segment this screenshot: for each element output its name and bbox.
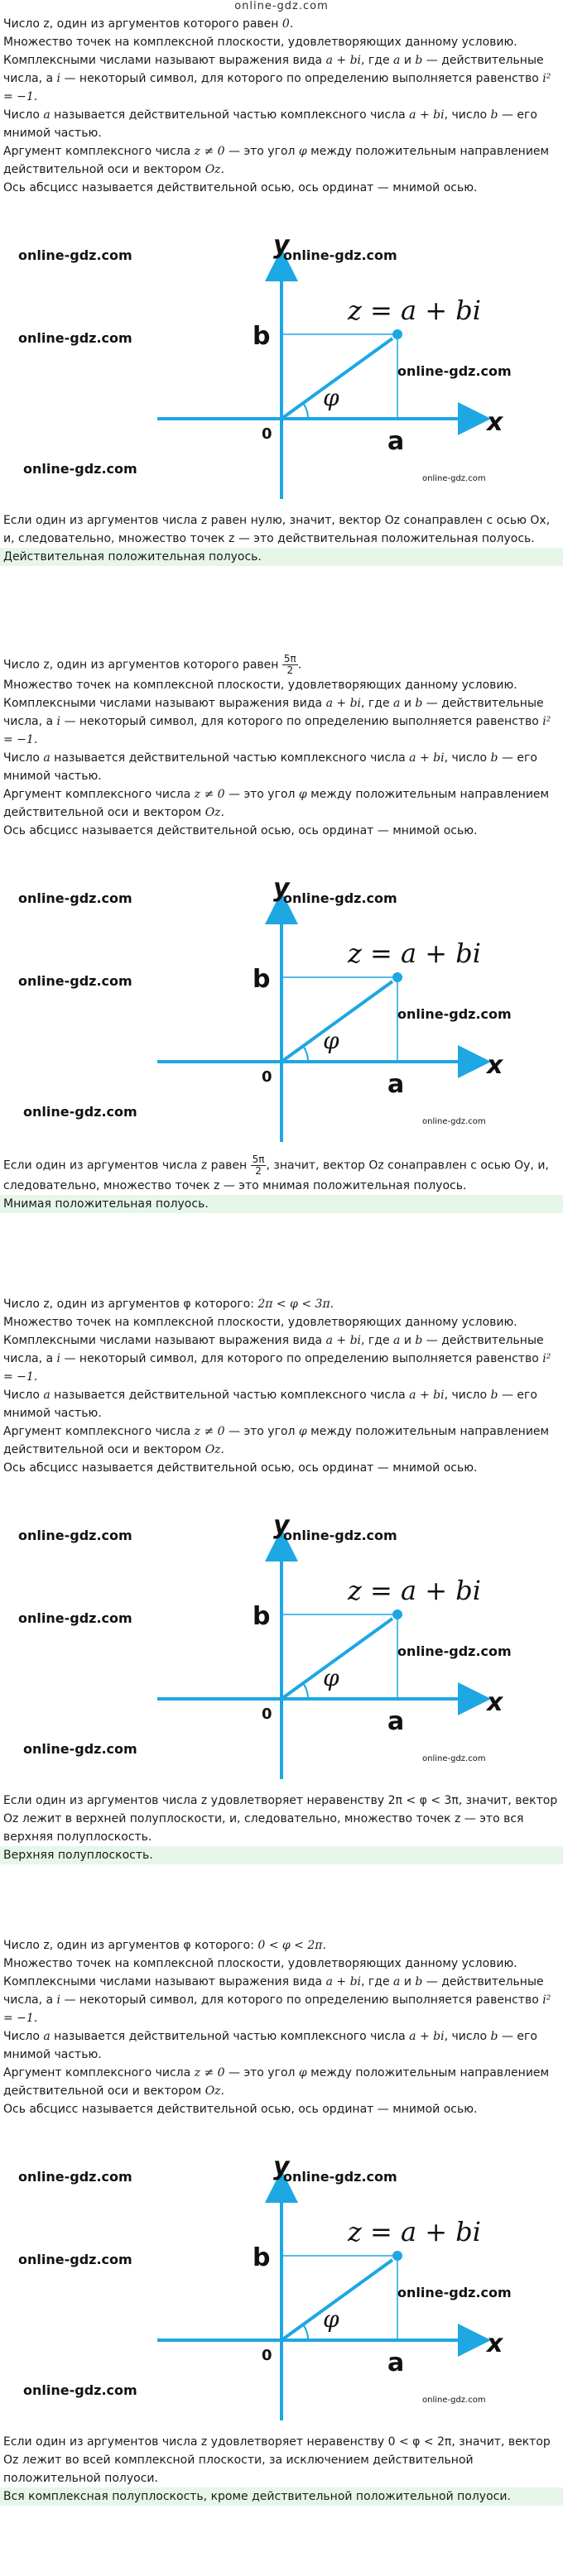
label-phi: φ (323, 1664, 339, 1691)
watermark: online-gdz.com (283, 2169, 397, 2185)
watermark: online-gdz.com (422, 2396, 486, 2405)
solution-text: Если один из аргументов числа z удовлетворяет неравенству 2π < φ < 3π, значит, вектор Oz лежит в верхней полуплоскости, и, следовательно, множество точек z — это вся верхняя полуплоскость. (3, 1794, 558, 1844)
watermark: online-gdz.com (283, 1528, 397, 1543)
watermark: online-gdz.com (23, 1741, 137, 1757)
complex-plane-figure (0, 840, 563, 1154)
solution-section (0, 1295, 563, 1864)
label-phi: φ (323, 384, 339, 411)
label-z: z = a + bi (348, 938, 481, 969)
label-b: b (253, 322, 271, 351)
label-b: b (253, 965, 271, 994)
theory-axes: Ось абсцисс называется действительной осью, ось ординат — мнимой осью. (3, 824, 478, 837)
watermark: online-gdz.com (18, 330, 132, 346)
label-y: y (273, 231, 290, 260)
label-x: x (487, 1688, 503, 1717)
theory-axes: Ось абсцисс называется действительной осью, ось ординат — мнимой осью. (3, 1461, 478, 1475)
solution-section (0, 654, 563, 1213)
watermark: online-gdz.com (422, 474, 486, 483)
label-origin: 0 (262, 1705, 272, 1723)
angle-arc (303, 403, 308, 419)
point-z (392, 2251, 402, 2261)
watermark: online-gdz.com (422, 1117, 486, 1126)
watermark: online-gdz.com (18, 247, 132, 263)
theory-axes: Ось абсцисс называется действительной осью, ось ординат — мнимой осью. (3, 181, 478, 194)
watermark: online-gdz.com (23, 461, 137, 477)
theory-complex-plane: Множество точек на комплексной плоскости, удовлетворяющих данному условию. (3, 1316, 517, 1329)
watermark: online-gdz.com (18, 2252, 132, 2267)
label-phi: φ (323, 1027, 339, 1054)
theory-definition: Комплексными числами называют выражения вида a + bi, где a и b — действительные числа, а i — некоторый символ, для которого по определению выполняется равенство i² = −1. (3, 1975, 551, 2025)
label-y: y (273, 2152, 290, 2181)
theory-real-part: Число a называется действительной частью комплексного числа a + bi, число b — его мнимой частью. (3, 1389, 537, 1420)
watermark: online-gdz.com (397, 1006, 512, 1022)
label-y: y (273, 874, 290, 903)
watermark: online-gdz.com (23, 1104, 137, 1120)
label-a: a (387, 1070, 405, 1099)
label-a: a (387, 2348, 405, 2377)
theory-complex-plane: Множество точек на комплексной плоскости, удовлетворяющих данному условию. (3, 679, 517, 692)
point-z (392, 1609, 402, 1619)
label-a: a (387, 1707, 405, 1736)
label-origin: 0 (262, 425, 272, 443)
label-b: b (253, 1602, 271, 1631)
complex-plane-figure (0, 2118, 563, 2433)
label-z: z = a + bi (348, 1575, 481, 1606)
label-phi: φ (323, 2305, 339, 2333)
theory-argument: Аргумент комплексного числа z ≠ 0 — это угол φ между положительным направлением действительной оси и вектором Oz. (3, 2066, 550, 2098)
theory-complex-plane: Множество точек на комплексной плоскости, удовлетворяющих данному условию. (3, 1957, 517, 1970)
answer-highlight: Вся комплексная полуплоскость, кроме действительной положительной полуоси. (0, 2487, 563, 2506)
answer-highlight: Верхняя полуплоскость. (0, 1846, 563, 1864)
point-z (392, 329, 402, 339)
label-origin: 0 (262, 1068, 272, 1086)
label-y: y (273, 1511, 290, 1540)
theory-definition: Комплексными числами называют выражения вида a + bi, где a и b — действительные числа, а i — некоторый символ, для которого по определению выполняется равенство i² = −1. (3, 697, 551, 746)
label-x: x (487, 408, 503, 437)
theory-complex-plane: Множество точек на комплексной плоскости, удовлетворяющих данному условию. (3, 36, 517, 49)
label-origin: 0 (262, 2347, 272, 2364)
angle-arc (303, 1683, 308, 1699)
watermark: online-gdz.com (397, 1643, 512, 1659)
solution-text: Если один из аргументов числа z равен нулю, значит, вектор Oz сонаправлен с осью Ox, и, следовательно, множество точек z — это действительная положительная полуось. (3, 514, 551, 545)
solution-section (0, 1936, 563, 2506)
complex-plane-figure (0, 197, 563, 511)
label-b: b (253, 2243, 271, 2272)
point-z (392, 972, 402, 982)
watermark: online-gdz.com (397, 363, 512, 379)
theory-definition: Комплексными числами называют выражения вида a + bi, где a и b — действительные числа, а i — некоторый символ, для которого по определению выполняется равенство i² = −1. (3, 54, 551, 103)
label-a: a (387, 427, 405, 456)
answer-highlight: Действительная положительная полуось. (0, 548, 563, 566)
angle-arc (303, 1046, 308, 1062)
condition: Число z, один из аргументов которого равен 0. (3, 17, 294, 31)
watermark: online-gdz.com (18, 890, 132, 906)
complex-plane-figure (0, 1477, 563, 1792)
theory-argument: Аргумент комплексного числа z ≠ 0 — это угол φ между положительным направлением действительной оси и вектором Oz. (3, 788, 550, 819)
label-x: x (487, 2329, 503, 2358)
answer-highlight: Мнимая положительная полуось. (0, 1195, 563, 1213)
solution-text: Если один из аргументов числа z равен $\frac{5\pi}{2}$ , значит, вектор Oz сонаправлен с осью Oy, и, следовательно, множество точек z — это мнимая положительная полуось. (3, 1154, 549, 1192)
angle-arc (303, 2324, 308, 2340)
watermark: online-gdz.com (397, 2285, 512, 2300)
theory-real-part: Число a называется действительной частью комплексного числа a + bi, число b — его мнимой частью. (3, 751, 537, 783)
solution-text: Если один из аргументов числа z удовлетворяет неравенству 0 < φ < 2π, значит, вектор Oz лежит во всей комплексной плоскости, за исключением действительной положительной полуоси. (3, 2435, 551, 2485)
watermark: online-gdz.com (283, 890, 397, 906)
watermark: online-gdz.com (18, 973, 132, 989)
theory-axes: Ось абсцисс называется действительной осью, ось ординат — мнимой осью. (3, 2103, 478, 2116)
theory-argument: Аргумент комплексного числа z ≠ 0 — это угол φ между положительным направлением действительной оси и вектором Oz. (3, 1425, 550, 1456)
solution-section (0, 15, 563, 566)
watermark: online-gdz.com (18, 2169, 132, 2185)
watermark: online-gdz.com (283, 247, 397, 263)
theory-definition: Комплексными числами называют выражения вида a + bi, где a и b — действительные числа, а i — некоторый символ, для которого по определению выполняется равенство i² = −1. (3, 1334, 551, 1384)
fraction: $\frac{5\pi}{2}$ (283, 653, 296, 676)
label-z: z = a + bi (348, 2216, 481, 2247)
watermark: online-gdz.com (18, 1610, 132, 1626)
theory-argument: Аргумент комплексного числа z ≠ 0 — это угол φ между положительным направлением действительной оси и вектором Oz. (3, 145, 550, 176)
label-x: x (487, 1051, 503, 1080)
watermark: online-gdz.com (23, 2382, 137, 2398)
condition: Число z, один из аргументов которого равен $\frac{5\pi}{2}$ . (3, 653, 302, 676)
label-z: z = a + bi (348, 295, 481, 326)
condition: Число z, один из аргументов φ которого: 2π < φ < 3π. (3, 1298, 334, 1311)
site-header: online-gdz.com (234, 0, 329, 12)
fraction: $\frac{5\pi}{2}$ (252, 1154, 265, 1177)
watermark: online-gdz.com (18, 1528, 132, 1543)
theory-real-part: Число a называется действительной частью комплексного числа a + bi, число b — его мнимой частью. (3, 2030, 537, 2061)
condition: Число z, один из аргументов φ которого: 0 < φ < 2π. (3, 1939, 326, 1952)
watermark: online-gdz.com (422, 1754, 486, 1763)
theory-real-part: Число a называется действительной частью комплексного числа a + bi, число b — его мнимой частью. (3, 108, 537, 140)
